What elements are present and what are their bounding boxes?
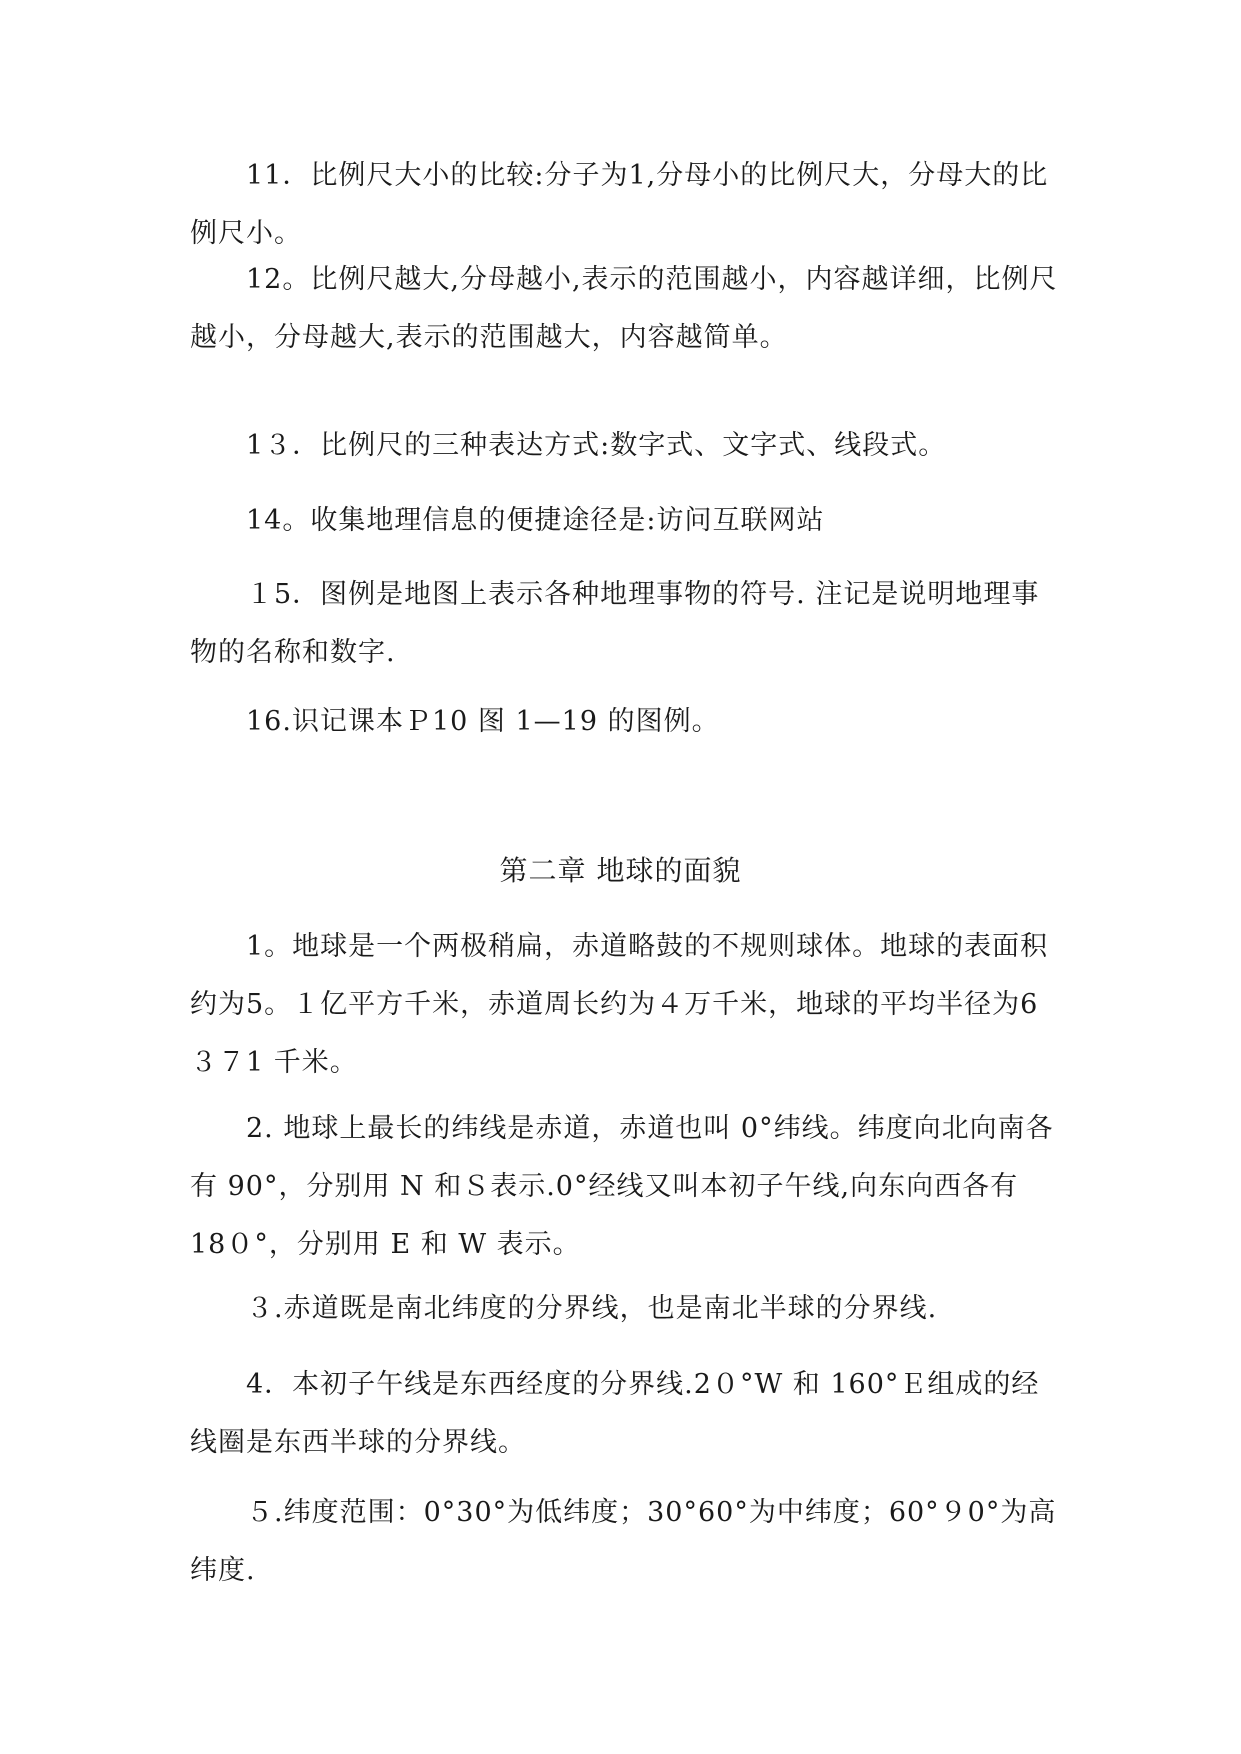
paragraph-13: 1３．比例尺的三种表达方式:数字式、文字式、线段式。: [246, 430, 947, 461]
paragraph-12: 12。比例尺越大,分母越小,表示的范围越小，内容越详细，比例尺越小，分母越大,表示的范围越大，内容越简单。: [190, 264, 1058, 353]
chapter2-paragraph-2: 2. 地球上最长的纬线是赤道，赤道也叫 0°纬线。纬度向北向南各有 90°，分别用 N 和Ｓ表示.0°经线又叫本初子午线,向东向西各有 18０°，分别用 E 和 W 表示。: [190, 1113, 1054, 1260]
paragraph-16: 16.识记课本Ｐ10 图 1—19 的图例。: [246, 706, 720, 737]
chapter2-paragraph-1: 1。地球是一个两极稍扁，赤道略鼓的不规则球体。地球的表面积约为5。１亿平方千米，赤道周长约为４万千米，地球的平均半径为6３７1 千米。: [190, 931, 1049, 1078]
chapter-title: 第二章 地球的面貌: [499, 854, 742, 887]
paragraph-11: 11．比例尺大小的比较:分子为1,分母小的比例尺大，分母大的比例尺小。: [190, 160, 1049, 249]
paragraph-15: １5．图例是地图上表示各种地理事物的符号. 注记是说明地理事物的名称和数字.: [190, 579, 1040, 668]
chapter2-paragraph-3: ３.赤道既是南北纬度的分界线，也是南北半球的分界线.: [246, 1293, 938, 1324]
paragraph-14: 14。收集地理信息的便捷途径是:访问互联网站: [246, 505, 825, 536]
chapter2-paragraph-5: ５.纬度范围：0°30°为低纬度；30°60°为中纬度；60°９0°为高纬度.: [190, 1497, 1057, 1586]
chapter2-paragraph-4: 4．本初子午线是东西经度的分界线.2０°W 和 160°Ｅ组成的经线圈是东西半球的分界线。: [190, 1369, 1040, 1458]
